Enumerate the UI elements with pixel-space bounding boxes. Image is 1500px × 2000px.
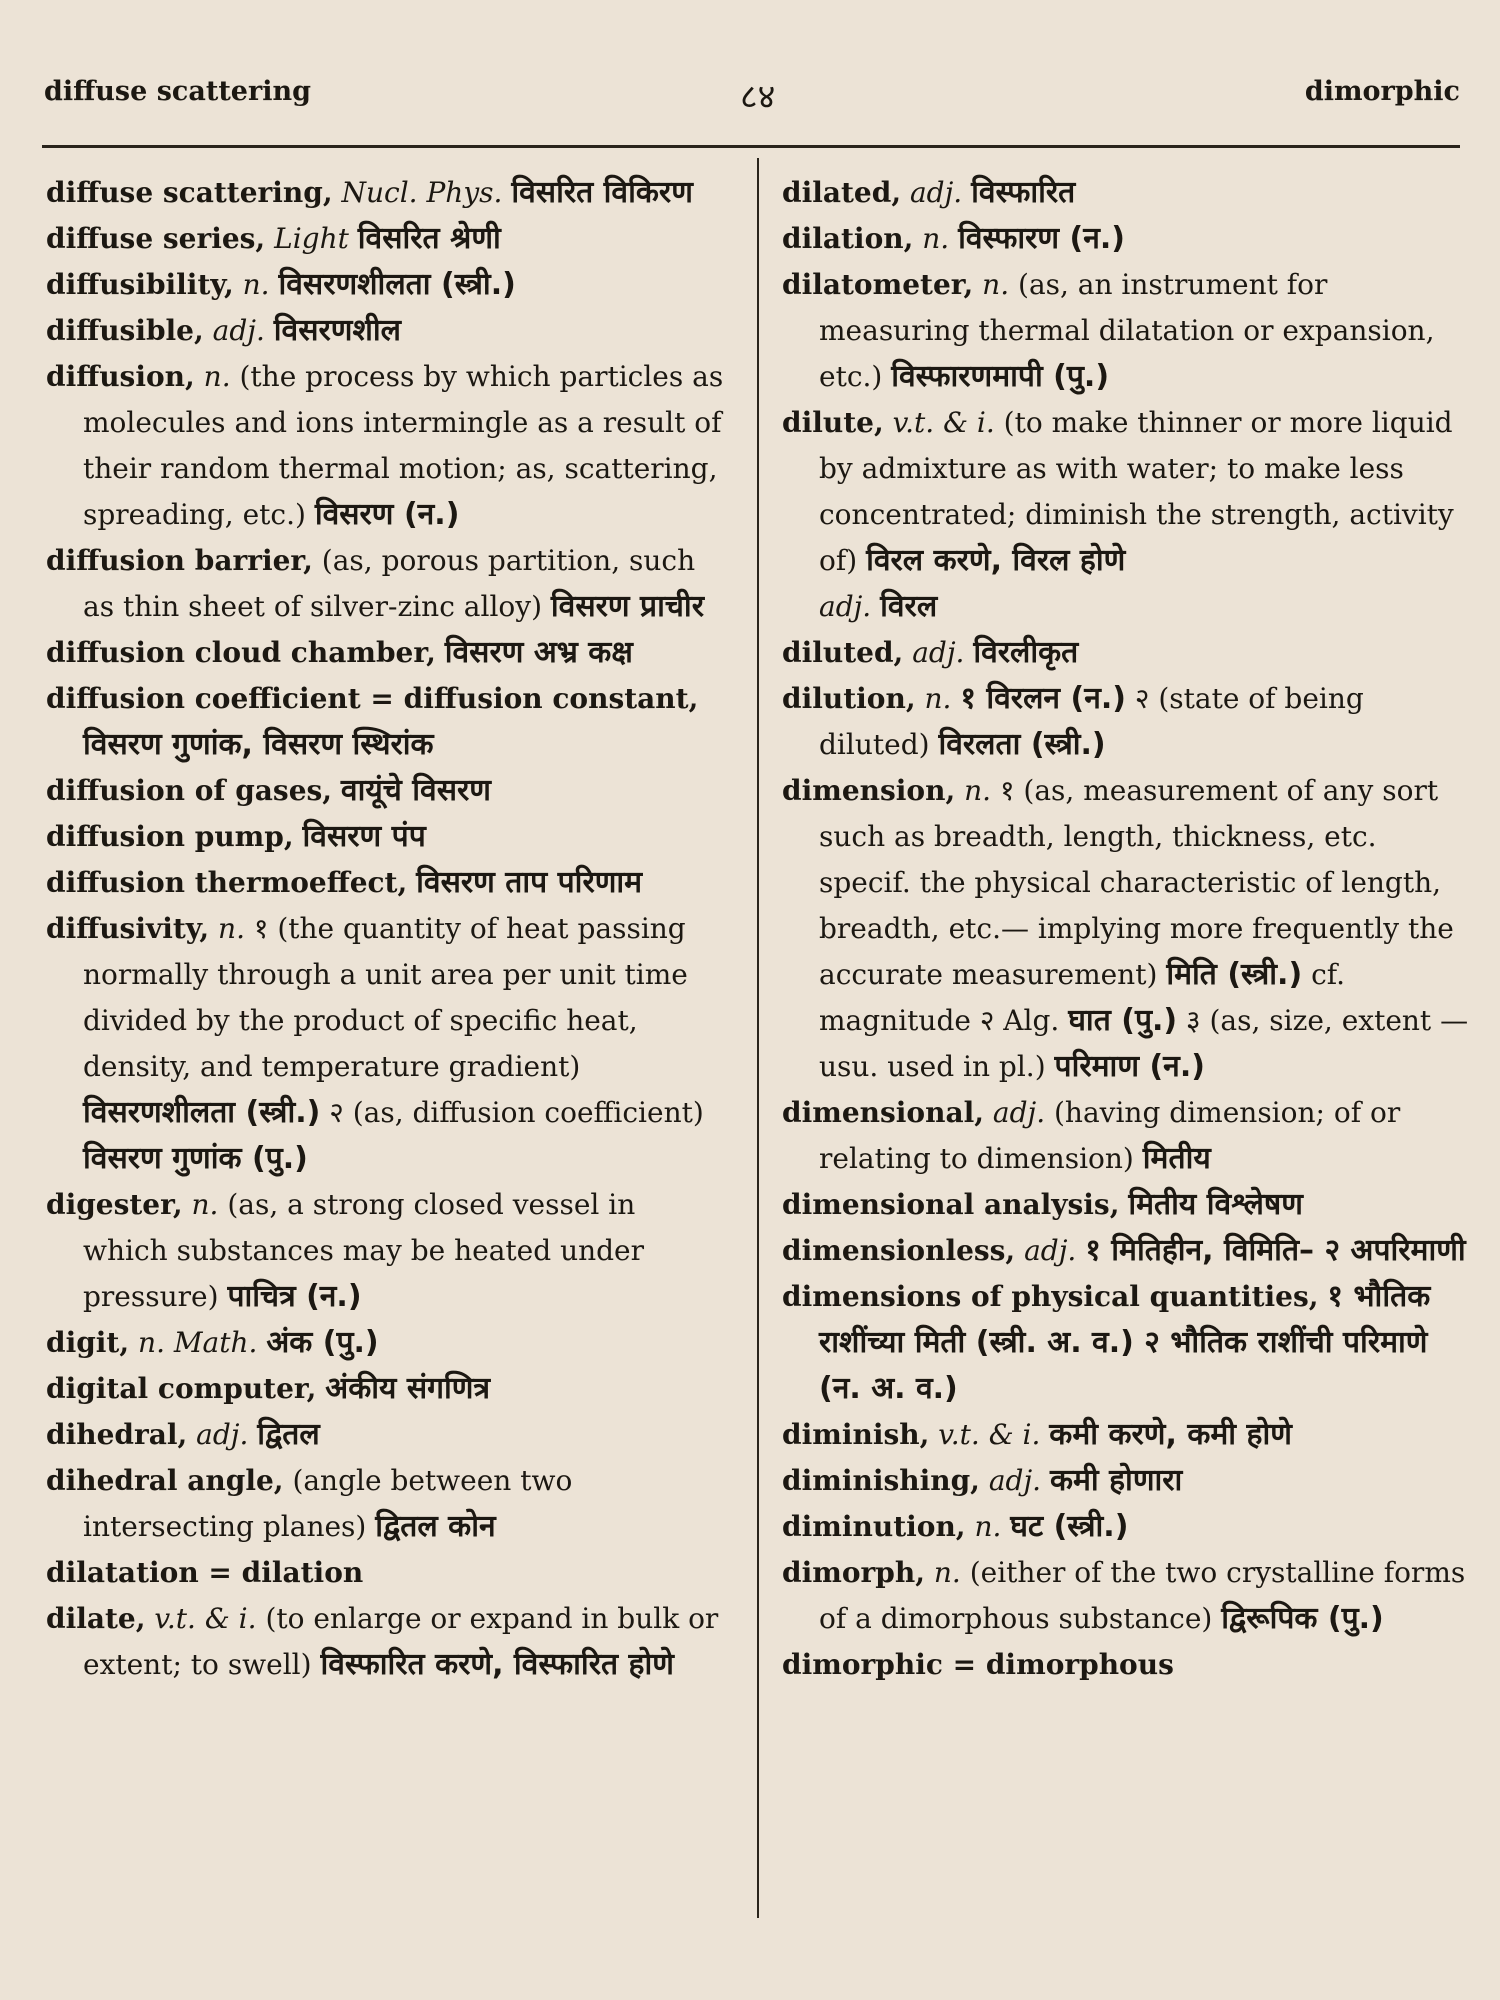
column-divider <box>757 158 759 1918</box>
entry-marathi-term: विसरणशील <box>273 313 401 348</box>
dictionary-entry <box>782 768 1472 1090</box>
entry-part-of-speech: n. <box>203 360 231 393</box>
entry-marathi-term: १ विरलन (न.) <box>960 681 1126 716</box>
entry-headword: diffusivity, <box>46 912 210 945</box>
dictionary-entry <box>782 1090 1472 1182</box>
dictionary-entry <box>782 676 1472 768</box>
entry-definition: (as, an instrument for measuring thermal dilatation or expansion, etc.) <box>819 268 1435 393</box>
entry-headword: dihedral, <box>46 1418 188 1451</box>
entry-subsense <box>782 584 1472 630</box>
entry-definition: १ (as, measurement of any sort such as breadth, length, thickness, etc. specif. the physical characteristic of length, breadth, etc.— implying more frequently the accurate measurement) <box>819 774 1454 991</box>
entry-part-of-speech: n. <box>924 682 952 715</box>
dictionary-entry <box>46 1366 728 1412</box>
entry-headword: diluted, <box>782 636 904 669</box>
entry-headword: diminution, <box>782 1510 966 1543</box>
entry-headword: dimensional, <box>782 1096 984 1129</box>
entry-definition: cf. magnitude २ Alg. <box>819 958 1346 1037</box>
dictionary-entry <box>782 1412 1472 1458</box>
entry-marathi-term: मितीय <box>1142 1141 1211 1176</box>
header-last-word: dimorphic <box>1304 76 1460 107</box>
entry-marathi-term: घात (पु.) <box>1068 1003 1178 1038</box>
entry-headword: dilatation = dilation <box>46 1556 364 1589</box>
entry-definition: (either of the two crystalline forms of a dimorphous substance) <box>819 1556 1466 1635</box>
page-header <box>40 68 1460 118</box>
entry-headword: diffuse scattering, <box>46 176 333 209</box>
entry-marathi-term: विरल <box>880 589 938 624</box>
entry-headword: diffusion, <box>46 360 195 393</box>
entry-part-of-speech: adj. <box>196 1418 249 1451</box>
entry-marathi-term: विसरणशीलता (स्त्री.) <box>278 267 516 302</box>
entry-headword: dilute, <box>782 406 884 439</box>
entry-marathi-term: १ मितिहीन, विमिति– २ अपरिमाणी <box>1085 1233 1466 1268</box>
entry-marathi-term: विस्फारित <box>971 175 1076 210</box>
dictionary-entry <box>46 860 728 906</box>
entry-part-of-speech: adj. <box>819 590 872 623</box>
entry-headword: diffusion coefficient = diffusion constant, <box>46 682 699 715</box>
entry-definition: १ (the quantity of heat passing normally through a unit area per unit time divided by the product of specific heat, density, and temperature gradient) <box>83 912 688 1083</box>
entry-part-of-speech: n. <box>974 1510 1002 1543</box>
entry-marathi-term: घट (स्त्री.) <box>1010 1509 1129 1544</box>
dictionary-entry <box>46 1412 728 1458</box>
entry-headword: diffusion cloud chamber, <box>46 636 436 669</box>
entry-headword: diffusion thermoeffect, <box>46 866 408 899</box>
entry-marathi-term: अंकीय संगणित्र <box>325 1371 491 1406</box>
entry-marathi-term: विरलीकृत <box>973 635 1079 670</box>
entry-marathi-term: विसरणशीलता (स्त्री.) <box>83 1095 321 1130</box>
dictionary-entry <box>46 170 728 216</box>
entry-headword: dimension, <box>782 774 956 807</box>
entry-marathi-term: द्विरूपिक (पु.) <box>1221 1601 1384 1636</box>
right-column <box>782 170 1472 1688</box>
entry-part-of-speech: n. Math. <box>138 1326 258 1359</box>
dictionary-entry <box>46 906 728 1182</box>
entry-headword: digital computer, <box>46 1372 317 1405</box>
entry-part-of-speech: adj. <box>212 314 265 347</box>
dictionary-entry <box>782 170 1472 216</box>
entry-marathi-term: विस्फारणमापी (पु.) <box>891 359 1110 394</box>
dictionary-entry <box>46 262 728 308</box>
entry-definition: (angle between two intersecting planes) <box>83 1464 573 1543</box>
dictionary-entry <box>46 538 728 630</box>
dictionary-entry <box>46 308 728 354</box>
entry-headword: dilation, <box>782 222 914 255</box>
entry-marathi-term: द्वितल <box>257 1417 320 1452</box>
entry-part-of-speech: Nucl. Phys. <box>341 176 503 209</box>
dictionary-entry <box>782 1504 1472 1550</box>
entry-definition: २ (state of being diluted) <box>819 682 1364 761</box>
entry-headword: dimensionless, <box>782 1234 1016 1267</box>
entry-marathi-term: कमी होणारा <box>1049 1463 1183 1498</box>
dictionary-entry <box>46 814 728 860</box>
dictionary-entry <box>46 1550 728 1596</box>
dictionary-entry <box>46 676 728 768</box>
page-number: ८४ <box>740 77 776 117</box>
dictionary-entry <box>46 216 728 262</box>
entry-part-of-speech: n. <box>218 912 245 945</box>
entry-part-of-speech: Light <box>274 222 349 255</box>
dictionary-entry <box>782 630 1472 676</box>
entry-marathi-term: मिति (स्त्री.) <box>1166 957 1303 992</box>
entry-headword: diffusibility, <box>46 268 234 301</box>
dictionary-entry <box>782 1182 1472 1228</box>
header-first-word: diffuse scattering <box>44 76 311 107</box>
dictionary-entry <box>782 1642 1472 1688</box>
entry-marathi-term: कमी करणे, कमी होणे <box>1049 1417 1292 1452</box>
entry-part-of-speech: adj. <box>912 636 965 669</box>
header-rule <box>42 145 1460 148</box>
dictionary-entry <box>782 400 1472 584</box>
entry-part-of-speech: n. <box>922 222 950 255</box>
entry-headword: dihedral angle, <box>46 1464 284 1497</box>
entry-marathi-term: परिमाण (न.) <box>1054 1049 1205 1084</box>
entry-definition: (the process by which particles as molecules and ions intermingle as a result of their random thermal motion; as, scattering, spreading, etc.) <box>83 360 724 531</box>
entry-definition: (as, a strong closed vessel in which substances may be heated under pressure) <box>83 1188 645 1313</box>
entry-headword: diminishing, <box>782 1464 980 1497</box>
entry-headword: digit, <box>46 1326 130 1359</box>
entry-marathi-term: विसरण (न.) <box>314 497 460 532</box>
entry-part-of-speech: v.t. & i. <box>154 1602 257 1635</box>
entry-headword: diffusion pump, <box>46 820 294 853</box>
entry-definition: ३ (as, size, extent — usu. used in pl.) <box>819 1004 1469 1083</box>
entry-part-of-speech: v.t. & i. <box>938 1418 1041 1451</box>
entry-marathi-term: विसरण अभ्र कक्ष <box>444 635 633 670</box>
entry-marathi-term: मितीय विश्लेषण <box>1128 1187 1303 1222</box>
entry-part-of-speech: adj. <box>1024 1234 1077 1267</box>
entry-marathi-term: विस्फारित करणे, विस्फारित होणे <box>320 1647 674 1682</box>
entry-part-of-speech: adj. <box>909 176 963 209</box>
entry-marathi-term: वायूंचे विसरण <box>340 773 491 808</box>
entry-definition: (to make thinner or more liquid by admixture as with water; to make less concentrated; diminish the strength, activity of) <box>819 406 1454 577</box>
entry-part-of-speech: adj. <box>988 1464 1042 1497</box>
entry-headword: dilution, <box>782 682 916 715</box>
entry-headword: dimorphic = dimorphous <box>782 1648 1174 1681</box>
dictionary-entry <box>782 216 1472 262</box>
dictionary-entry <box>46 768 728 814</box>
entry-marathi-term: १ भौतिक राशींच्या मिती (स्त्री. अ. व.) २ भौतिक राशींची परिमाणे (न. अ. व.) <box>819 1279 1431 1406</box>
dictionary-entry <box>782 262 1472 400</box>
entry-marathi-term: विसरण ताप परिणाम <box>416 865 643 900</box>
entry-part-of-speech: n. <box>982 268 1010 301</box>
dictionary-entry <box>782 1458 1472 1504</box>
entry-part-of-speech: n. <box>933 1556 961 1589</box>
entry-marathi-term: द्वितल कोन <box>375 1509 496 1544</box>
entry-marathi-term: विसरित विकिरण <box>511 175 693 210</box>
entry-headword: dilatometer, <box>782 268 974 301</box>
entry-headword: diffuse series, <box>46 222 266 255</box>
entry-headword: dilated, <box>782 176 902 209</box>
entry-headword: dimensional analysis, <box>782 1188 1120 1221</box>
entry-definition: (to enlarge or expand in bulk or extent; to swell) <box>83 1602 719 1681</box>
dictionary-entry <box>46 354 728 538</box>
entry-marathi-term: विरल करणे, विरल होणे <box>866 543 1126 578</box>
entry-marathi-term: विसरित श्रेणी <box>357 221 501 256</box>
entry-marathi-term: अंक (पु.) <box>266 1325 379 1360</box>
left-column <box>46 170 728 1688</box>
entry-marathi-term: विसरण प्राचीर <box>550 589 704 624</box>
entry-headword: dimensions of physical quantities, <box>782 1280 1319 1313</box>
entry-headword: digester, <box>46 1188 183 1221</box>
entry-definition: (having dimension; of or relating to dimension) <box>819 1096 1401 1175</box>
entry-part-of-speech: n. <box>191 1188 219 1221</box>
entry-headword: diffusible, <box>46 314 204 347</box>
entry-marathi-term: विसरण गुणांक (पु.) <box>83 1141 308 1176</box>
dictionary-entry <box>46 1182 728 1320</box>
entry-marathi-term: पाचित्र (न.) <box>227 1279 362 1314</box>
entry-headword: diffusion barrier, <box>46 544 313 577</box>
entry-definition: (as, porous partition, such as thin sheet of silver-zinc alloy) <box>83 544 696 623</box>
entry-definition: २ (as, diffusion coefficient) <box>329 1096 704 1129</box>
dictionary-entry <box>46 630 728 676</box>
dictionary-entry <box>782 1550 1472 1642</box>
dictionary-entry <box>46 1458 728 1550</box>
entry-marathi-term: विसरण पंप <box>302 819 426 854</box>
entry-marathi-term: विस्फारण (न.) <box>958 221 1126 256</box>
dictionary-entry <box>46 1320 728 1366</box>
entry-marathi-term: विसरण गुणांक, विसरण स्थिरांक <box>83 727 434 762</box>
entry-part-of-speech: n. <box>964 774 992 807</box>
entry-part-of-speech: v.t. & i. <box>892 406 995 439</box>
entry-headword: dimorph, <box>782 1556 925 1589</box>
dictionary-entry <box>782 1228 1472 1274</box>
entry-marathi-term: विरलता (स्त्री.) <box>938 727 1106 762</box>
entry-headword: diminish, <box>782 1418 930 1451</box>
entry-headword: diffusion of gases, <box>46 774 333 807</box>
dictionary-entry <box>782 1274 1472 1412</box>
entry-headword: dilate, <box>46 1602 146 1635</box>
entry-part-of-speech: adj. <box>992 1096 1046 1129</box>
dictionary-entry <box>46 1596 728 1688</box>
entry-part-of-speech: n. <box>242 268 270 301</box>
